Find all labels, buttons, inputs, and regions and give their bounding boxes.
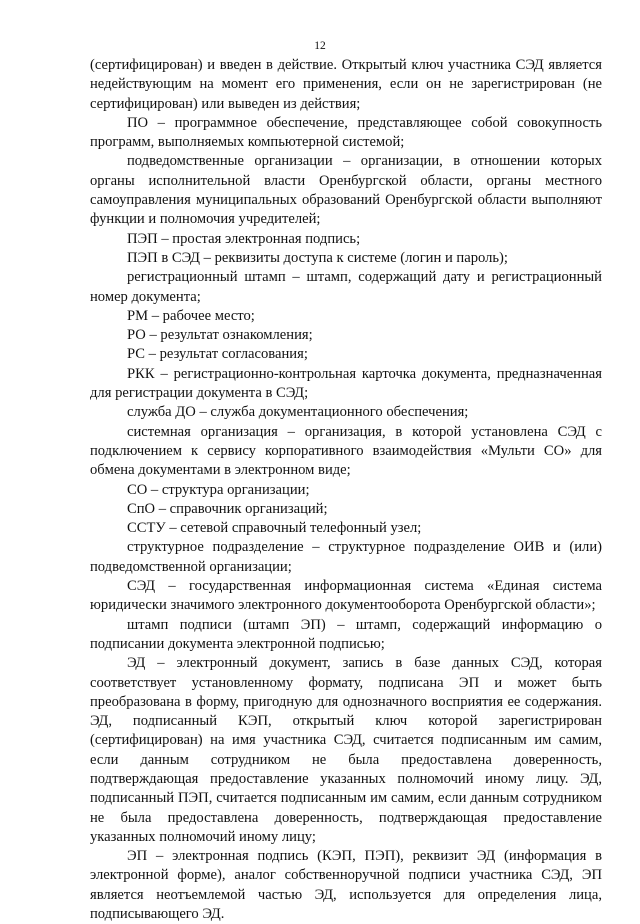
paragraph-2: ПО – программное обеспечение, представляющее собой совокупность программ, выполняемых компьютерной системой; — [90, 114, 602, 151]
paragraph-18: штамп подписи (штамп ЭП) – штамп, содержащий информацию о подписании документа электронной подписью; — [90, 616, 602, 652]
paragraph-3: подведомственные организации – организации, в отношении которых органы исполнительной власти Оренбургской области, органы местного самоуправления муниципальных образований Оренбургской области выполняют функции и полномочия учредителей; — [90, 153, 602, 228]
paragraph-10: РКК – регистрационно-контрольная карточка документа, предназначенная для регистрации документа в СЭД; — [90, 365, 602, 402]
page-number: 12 — [314, 40, 326, 52]
document-body — [90, 56, 602, 924]
paragraph-15: ССТУ – сетевой справочный телефонный узел; — [127, 520, 422, 537]
paragraph-12: системная организация – организация, в которой установлена СЭД с подключением к сервису корпоративного взаимодействия «Мульти СО» для обмена документами в электронном виде; — [90, 423, 602, 479]
paragraph-13: СО – структура организации; — [127, 481, 310, 498]
paragraph-11: служба ДО – служба документационного обеспечения; — [127, 404, 469, 421]
paragraph-16: структурное подразделение – структурное подразделение ОИВ и (или) подведомственной организации; — [90, 539, 602, 575]
paragraph-5: ПЭП в СЭД – реквизиты доступа к системе (логин и пароль); — [127, 249, 508, 266]
paragraph-9: РС – результат согласования; — [127, 346, 308, 363]
paragraph-4: ПЭП – простая электронная подпись; — [127, 230, 361, 247]
paragraph-19: ЭД – электронный документ, запись в базе данных СЭД, которая соответствует установленному формату, подписана ЭП и может быть преобразована в форму, пригодную для однозначного восприятия ее содержания. ЭД, подписанный КЭП, открытый ключ которой зарегистрирован (сертифицирован) на имя участника СЭД, считается подписанным им самим, если данным сотрудником не была предоставлена доверенность, подтверждающая предоставление указанных полномочий иному лицу. ЭД, подписанный ПЭП, считается подписанным им самим, если данным сотрудником не была предоставлена доверенность, подтверждающая предоставление указанных полномочий иному лицу; — [90, 655, 602, 845]
paragraph-20: ЭП – электронная подпись (КЭП, ПЭП), реквизит ЭД (информация в электронной форме), аналог собственноручной подписи участника СЭД, ЭП является неотъемлемой частью ЭД, используется для определения лица, подписывающего ЭД. — [90, 848, 602, 923]
paragraph-7: РМ – рабочее место; — [127, 307, 255, 324]
paragraph-8: РО – результат ознакомления; — [127, 327, 313, 344]
paragraph-6: регистрационный штамп – штамп, содержащий дату и регистрационный номер документа; — [90, 269, 602, 305]
paragraph-17: СЭД – государственная информационная система «Единая система юридически значимого электронного документооборота Оренбургской области»; — [90, 578, 602, 614]
paragraph-14: СпО – справочник организаций; — [127, 500, 328, 517]
paragraph-1: (сертифицирован) и введен в действие. Открытый ключ участника СЭД является недействующим на момент его применения, если он не зарегистрирован (не сертифицирован) или выведен из действия; — [90, 57, 602, 112]
